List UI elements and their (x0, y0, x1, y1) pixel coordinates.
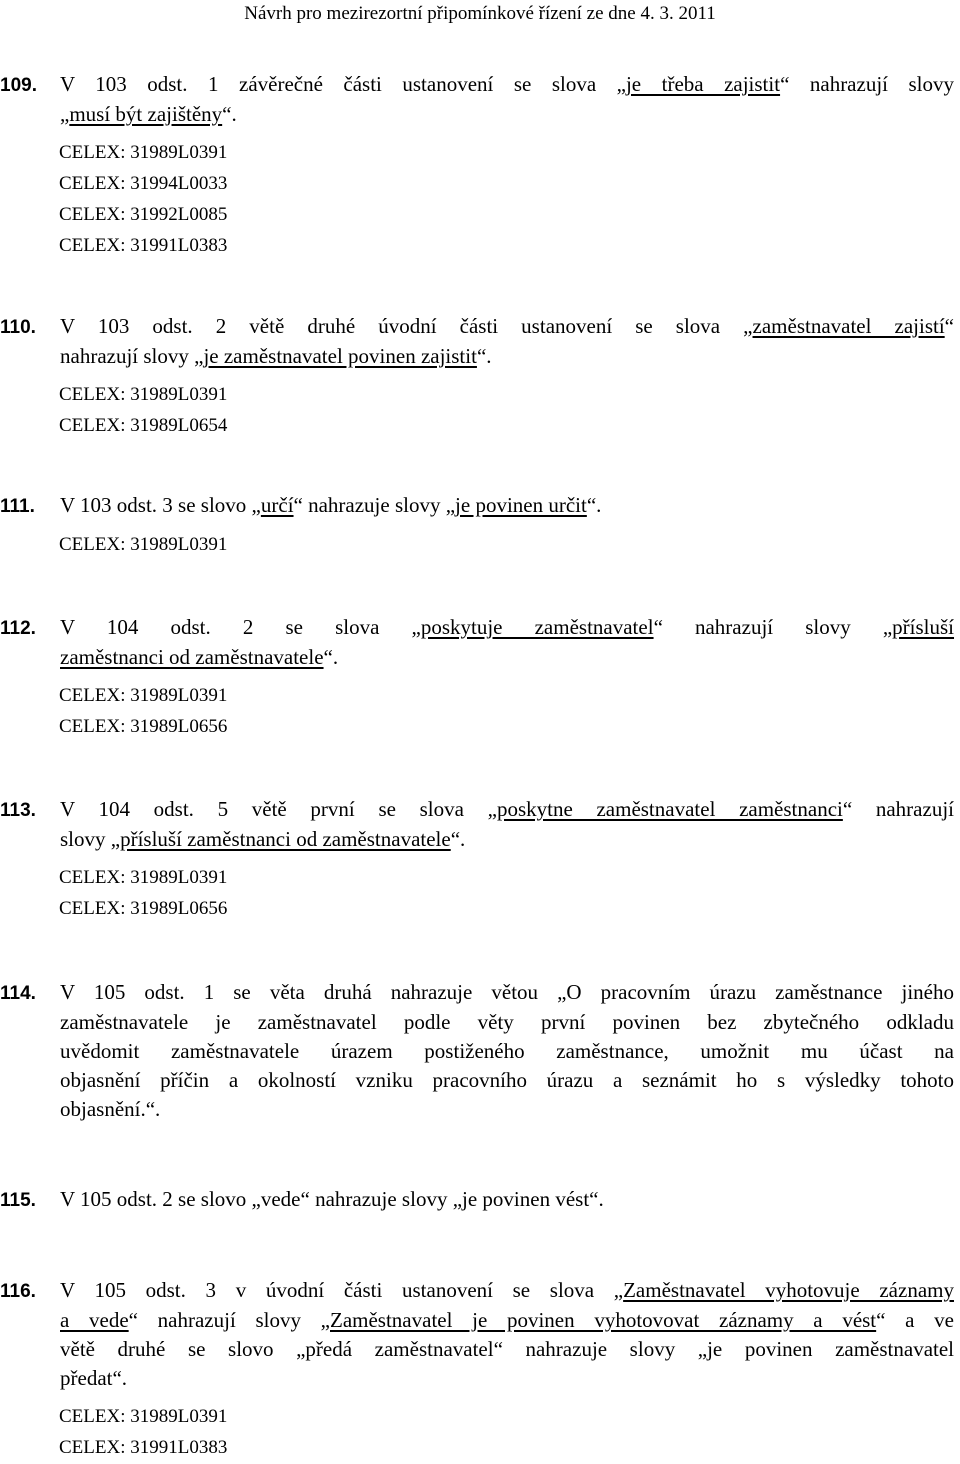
amendment-text-continuation (0, 1066, 960, 1095)
celex-reference: CELEX: 31989L0656 (59, 716, 228, 737)
text-segment: “ nahrazují slovy „ (128, 1308, 330, 1332)
quoted-phrase: a vede (60, 1308, 129, 1332)
quoted-phrase: přísluší zaměstnanci od zaměstnavatele (120, 827, 451, 851)
text-segment: V 104 odst. 5 větě první se slova „ (60, 797, 497, 821)
quoted-phrase: určí (260, 493, 294, 517)
amendment-text-line (0, 613, 960, 643)
text-segment: nahrazují slovy „ (60, 344, 204, 368)
text-segment: zaměstnavatele je zaměstnavatel podle věty první povinen bez zbytečného odkladu (60, 1010, 954, 1034)
amendment-number: 111. (0, 496, 35, 517)
text-segment: V 103 odst. 1 závěrečné části ustanovení se slova „ (60, 72, 626, 96)
amendment-item (0, 70, 960, 261)
celex-reference: CELEX: 31989L0654 (59, 415, 228, 436)
text-segment: V 104 odst. 2 se slova „ (60, 615, 421, 639)
amendment-text-continuation (0, 1095, 960, 1124)
quoted-phrase: poskytuje zaměstnavatel (420, 615, 654, 639)
quoted-phrase: zaměstnanci od zaměstnavatele (60, 645, 324, 669)
amendment-text-line (0, 795, 960, 825)
celex-reference: CELEX: 31989L0391 (59, 142, 228, 163)
amendment-text-continuation (0, 342, 960, 371)
amendment-item (0, 491, 960, 560)
amendment-item (0, 1185, 960, 1215)
amendment-number: 116. (0, 1281, 36, 1302)
amendment-text-line (0, 491, 960, 521)
text-segment: větě druhé se slovo „předá zaměstnavatel“ nahrazuje slovy „je povinen zaměstnavatel (60, 1337, 954, 1361)
celex-reference: CELEX: 31994L0033 (59, 173, 228, 194)
text-segment: V 105 odst. 1 se věta druhá nahrazuje větou „O pracovním úrazu zaměstnance jiného (60, 980, 954, 1004)
text-segment: V 103 odst. 2 větě druhé úvodní části ustanovení se slova „ (60, 314, 753, 338)
celex-reference: CELEX: 31989L0391 (59, 867, 228, 888)
text-segment: “ nahrazují (842, 797, 954, 821)
celex-reference: CELEX: 31991L0383 (59, 1437, 228, 1458)
text-segment: předat“. (60, 1366, 128, 1390)
amendment-text-line (0, 978, 960, 1008)
text-segment: “ nahrazují slovy (780, 72, 954, 96)
celex-reference: CELEX: 31989L0391 (59, 685, 228, 706)
amendment-text-continuation (0, 1335, 960, 1364)
text-segment: “. (586, 493, 602, 517)
celex-reference: CELEX: 31991L0383 (59, 235, 228, 256)
text-segment: slovy „ (60, 827, 121, 851)
amendment-item (0, 312, 960, 441)
text-segment: V 105 odst. 2 se slovo „vede“ nahrazuje slovy „je povinen vést“. (60, 1187, 604, 1211)
amendment-number: 113. (0, 800, 36, 821)
celex-reference: CELEX: 31989L0391 (59, 384, 228, 405)
text-segment: “. (323, 645, 339, 669)
quoted-phrase: je třeba zajistit (625, 72, 781, 96)
text-segment: “. (476, 344, 492, 368)
celex-reference: CELEX: 31989L0391 (59, 534, 228, 555)
text-segment: V 105 odst. 3 v úvodní části ustanovení se slova „ (60, 1278, 624, 1302)
quoted-phrase: je zaměstnavatel povinen zajistit (203, 344, 477, 368)
amendment-text-continuation (0, 1364, 960, 1393)
celex-reference: CELEX: 31992L0085 (59, 204, 228, 225)
amendment-text-line (0, 312, 960, 342)
quoted-phrase: Zaměstnavatel vyhotovuje záznamy (623, 1278, 954, 1302)
text-segment: uvědomit zaměstnavatele úrazem postiženého zaměstnance, umožnit mu účast na (60, 1039, 954, 1063)
amendment-text-line (0, 1276, 960, 1306)
text-segment: „ (60, 102, 70, 126)
amendment-number: 110. (0, 317, 36, 338)
amendment-number: 114. (0, 983, 36, 1004)
quoted-phrase: Zaměstnavatel je povinen vyhotovovat záznamy a vést (330, 1308, 877, 1332)
amendment-text-continuation (0, 825, 960, 854)
amendment-item (0, 795, 960, 924)
amendment-text-continuation (0, 1008, 960, 1037)
quoted-phrase: přísluší (892, 615, 955, 639)
amendment-item (0, 978, 960, 1124)
text-segment: “. (450, 827, 466, 851)
text-segment: “ a ve (876, 1308, 954, 1332)
celex-reference: CELEX: 31989L0391 (59, 1406, 228, 1427)
text-segment: “ (944, 314, 954, 338)
amendment-item (0, 613, 960, 742)
text-segment: “ nahrazuje slovy „ (293, 493, 456, 517)
quoted-phrase: je povinen určit (455, 493, 587, 517)
celex-reference: CELEX: 31989L0656 (59, 898, 228, 919)
amendment-text-continuation (0, 100, 960, 129)
document-header: Návrh pro mezirezortní připomínkové řízení ze dne 4. 3. 2011 (244, 3, 716, 24)
amendment-text-continuation (0, 643, 960, 672)
quoted-phrase: zaměstnavatel zajistí (752, 314, 945, 338)
amendment-text-line (0, 70, 960, 100)
amendment-number: 112. (0, 618, 36, 639)
quoted-phrase: musí být zajištěny (69, 102, 223, 126)
text-segment: “. (222, 102, 237, 126)
text-segment: objasnění příčin a okolností vzniku pracovního úrazu a seznámit ho s výsledky tohoto (60, 1068, 954, 1092)
text-segment: “ nahrazují slovy „ (653, 615, 893, 639)
amendment-number: 109. (0, 75, 37, 96)
amendment-text-continuation (0, 1037, 960, 1066)
amendment-text-line (0, 1185, 960, 1215)
quoted-phrase: poskytne zaměstnavatel zaměstnanci (496, 797, 843, 821)
text-segment: objasnění.“. (60, 1097, 161, 1121)
amendment-item (0, 1276, 960, 1463)
text-segment: V 103 odst. 3 se slovo „ (60, 493, 261, 517)
amendment-text-continuation (0, 1306, 960, 1335)
amendment-number: 115. (0, 1190, 36, 1211)
